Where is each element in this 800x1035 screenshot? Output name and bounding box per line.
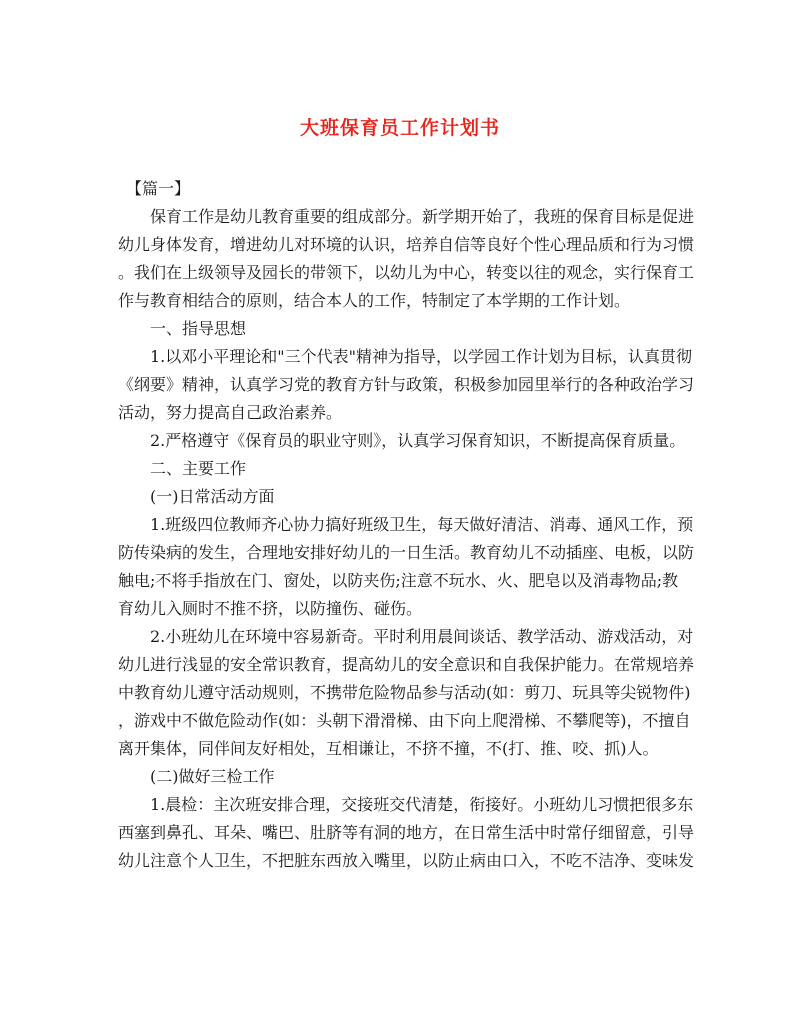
paragraph-line: 一、指导思想 [150,319,247,338]
paragraph-line: 触电;不将手指放在门、窗处，以防夹伤;注意不玩水、火、肥皂以及消毒物品;教 [118,571,679,590]
paragraph-line: 防传染病的发生，合理地安排好幼儿的一日生活。教育幼儿不动插座、电板，以防 [118,543,695,562]
paragraph-line: 2.严格遵守《保育员的职业守则》，认真学习保育知识，不断提高保育质量。 [150,431,686,450]
document-title: 大班保育员工作计划书 [299,117,500,139]
paragraph-line: 保育工作是幼儿教育重要的组成部分。新学期开始了，我班的保育目标是促进 [150,207,695,226]
paragraph-line: 离开集体，同伴间友好相处，互相谦让，不挤不撞，不(打、推、咬、抓)人。 [118,739,659,758]
paragraph-line: 2.小班幼儿在环境中容易新奇。平时利用晨间谈话、教学活动、游戏活动，对 [150,627,694,646]
paragraph-line: (二)做好三检工作 [150,767,275,786]
paragraph-line: (一)日常活动方面 [150,487,275,506]
paragraph-line: 西塞到鼻孔、耳朵、嘴巴、肚脐等有洞的地方，在日常生活中时常仔细留意，引导 [118,823,695,842]
paragraph-line: 【篇一】 [126,179,191,198]
paragraph-line: 《纲要》精神，认真学习党的教育方针与政策，积极参加园里举行的各种政治学习 [118,375,695,394]
paragraph-line: ，游戏中不做危险动作(如：头朝下滑滑梯、由下向上爬滑梯、不攀爬等)，不擅自 [118,711,691,730]
paragraph-line: 幼儿身体发育，增进幼儿对环境的认识，培养自信等良好个性心理品质和行为习惯 [118,235,695,254]
paragraph-line: 。我们在上级领导及园长的带领下，以幼儿为中心，转变以往的观念，实行保育工 [118,263,695,282]
paragraph-line: 活动，努力提高自己政治素养。 [118,403,343,422]
paragraph-line: 幼儿注意个人卫生，不把脏东西放入嘴里，以防止病由口入，不吃不洁净、变味发 [118,851,695,870]
paragraph-line: 中教育幼儿遵守活动规则，不携带危险物品参与活动(如：剪刀、玩具等尖锐物件) [118,683,691,702]
paragraph-line: 作与教育相结合的原则，结合本人的工作，特制定了本学期的工作计划。 [118,291,631,310]
paragraph-line: 1.以邓小平理论和"三个代表"精神为指导，以学园工作计划为目标，认真贯彻 [150,347,692,366]
document-body [118,175,695,875]
paragraph-line: 二、主要工作 [150,459,247,478]
paragraph-line: 1.班级四位教师齐心协力搞好班级卫生，每天做好清洁、消毒、通风工作，预 [150,515,694,534]
paragraph-line: 1.晨检：主次班安排合理，交接班交代清楚，衔接好。小班幼儿习惯把很多东 [150,795,694,814]
paragraph-line: 幼儿进行浅显的安全常识教育，提高幼儿的安全意识和自我保护能力。在常规培养 [118,655,695,674]
paragraph-line: 育幼儿入厕时不推不挤，以防撞伤、碰伤。 [118,599,423,618]
